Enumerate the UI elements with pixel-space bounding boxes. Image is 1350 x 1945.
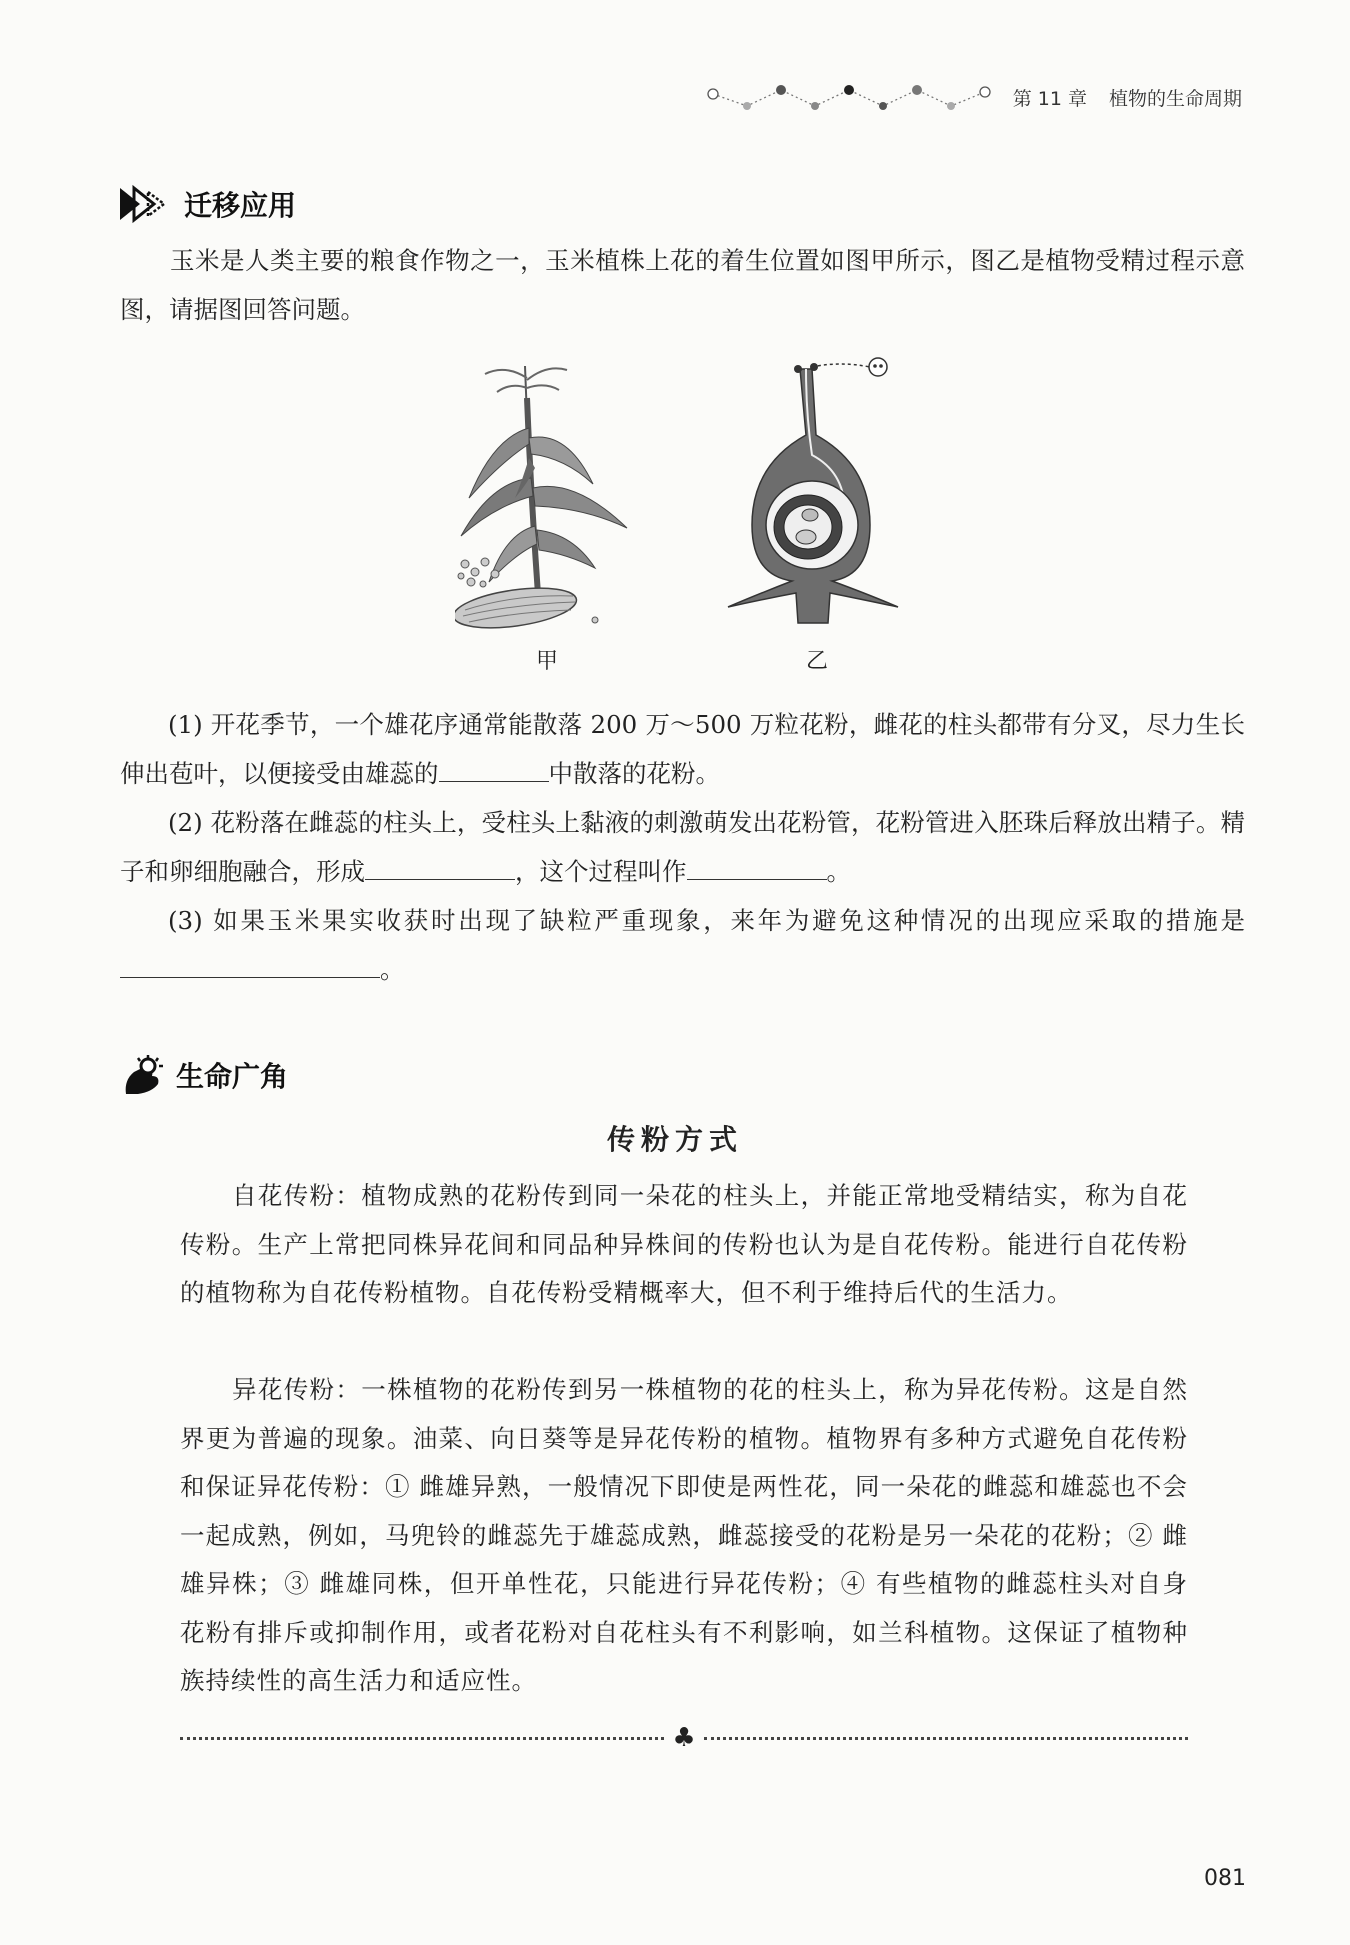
figure-caption-yi: 乙 <box>806 649 829 674</box>
chapter-title: 植物的生命周期 <box>1108 87 1242 110</box>
section-title-text-2: 生命广角 <box>176 1060 289 1093</box>
answer-blank-4[interactable] <box>120 955 380 978</box>
maize-plant-illustration <box>455 358 640 633</box>
chapter-number: 第 11 章 <box>1012 87 1087 110</box>
article-paragraph-2: 异花传粉：一株植物的花粉传到另一株植物的花的柱头上，称为异花传粉。这是自然界更为普遍的现象。油菜、向日葵等是异花传粉的植物。植物界有多种方式避免自花传粉和保证异花传粉：① 雌雄异熟，一般情况下即使是两性花，同一朵花的雌蕊和雄蕊也不会一起成熟，例如，马兜铃的雌蕊先于雄蕊成熟，雌蕊接受的花粉是另一朵花的花粉；② 雌雄异株；③ 雌雄同株，但开单性花，只能进行异花传粉；④ 有些植物的雌蕊柱头对自身花粉有排斥或抑制作用，或者花粉对自花柱头有不利影响，如兰科植物。这保证了植物种族持续性的高生活力和适应性。 <box>180 1375 1188 1695</box>
chapter-header <box>707 82 1242 112</box>
section-title-text: 迁移应用 <box>184 189 297 222</box>
answer-blank-1[interactable] <box>439 759 549 782</box>
fertilization-diagram <box>720 355 910 630</box>
question-3-tail: 。 <box>380 955 405 984</box>
question-2-text: (2) 花粉落在雌蕊的柱头上，受柱头上黏液的刺激萌发出花粉管，花粉管进入胚珠后释放出精子。精子和卵细胞融合，形成 <box>120 808 1245 886</box>
question-2-tail: 。 <box>826 857 851 886</box>
dotted-divider <box>180 1723 1188 1753</box>
answer-blank-2[interactable] <box>365 857 515 880</box>
club-icon: ♣ <box>672 1723 696 1753</box>
double-arrow-icon <box>118 184 174 224</box>
decorative-zigzag-icon <box>707 82 997 112</box>
answer-blank-3[interactable] <box>687 857 827 880</box>
question-1-text: (1) 开花季节，一个雄花序通常能散落 200 万～500 万粒花粉，雌花的柱头都带有分叉，尽力生长伸出苞叶，以便接受由雄蕊的 <box>120 710 1245 788</box>
question-1-tail: 中散落的花粉。 <box>548 759 720 788</box>
lightbulb-hand-icon <box>122 1054 166 1096</box>
section-title-life <box>122 1054 288 1096</box>
question-2 <box>120 798 1245 896</box>
section-title-transfer <box>118 184 296 224</box>
page-number: 081 <box>1204 1866 1246 1891</box>
article-paragraph-1: 自花传粉：植物成熟的花粉传到同一朵花的柱头上，并能正常地受精结实，称为自花传粉。生产上常把同株异花间和同品种异株间的传粉也认为是自花传粉。能进行自花传粉的植物称为自花传粉植物。自花传粉受精概率大，但不利于维持后代的生活力。 <box>180 1181 1188 1307</box>
question-1 <box>120 700 1245 798</box>
question-3 <box>120 896 1245 994</box>
figure-caption-jia: 甲 <box>536 649 559 674</box>
question-2-mid: ，这个过程叫作 <box>515 857 687 886</box>
question-3-text: (3) 如果玉米果实收获时出现了缺粒严重现象，来年为避免这种情况的出现应采取的措施是 <box>168 906 1245 935</box>
intro-paragraph: 玉米是人类主要的粮食作物之一，玉米植株上花的着生位置如图甲所示，图乙是植物受精过程示意图，请据图回答问题。 <box>120 246 1245 324</box>
article-title: 传粉方式 <box>606 1123 743 1156</box>
